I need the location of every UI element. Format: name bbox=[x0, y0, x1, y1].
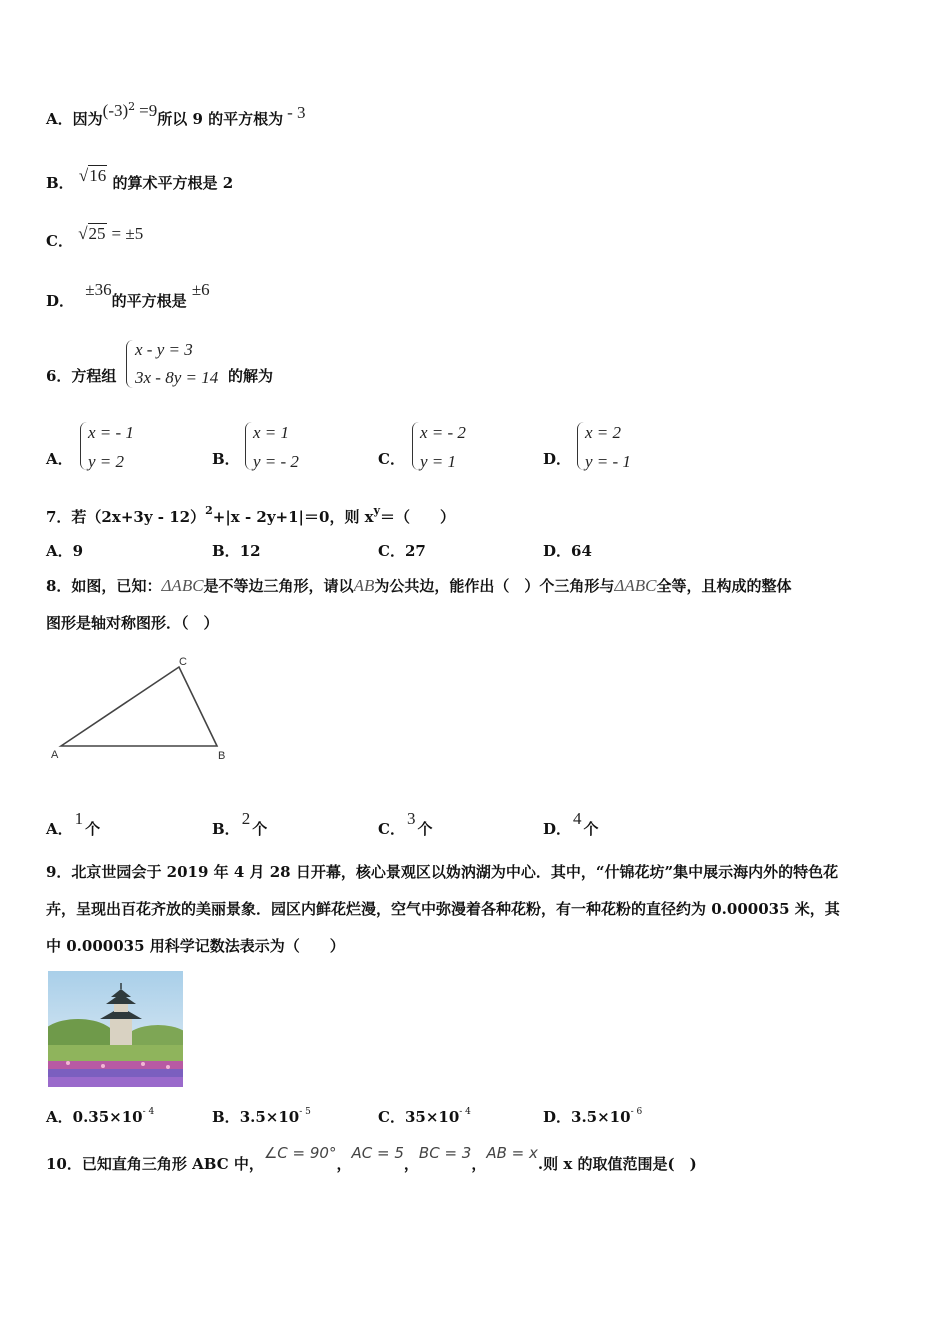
q7-stem: 7．若$(2x+3y - 12)^2+|x - 2y+1|=0$，则 $x^y=$（ ） bbox=[46, 504, 456, 526]
system-brace bbox=[80, 422, 87, 470]
system-brace bbox=[245, 422, 252, 470]
option-label: C． bbox=[378, 450, 405, 468]
q7-option-a: A．9 bbox=[46, 542, 84, 560]
q8-option-b: B．2个 bbox=[212, 809, 268, 838]
option-label: D． bbox=[46, 292, 75, 310]
q8-option-a: A．1个 bbox=[46, 809, 101, 838]
vertex-label-c: C bbox=[179, 656, 187, 668]
system-brace bbox=[577, 422, 584, 470]
q6-stem: 6．方程组 bbox=[46, 367, 117, 385]
vertex-label-a: A bbox=[51, 749, 59, 761]
q5-option-c: C． √25 = ±5 bbox=[46, 224, 144, 250]
q5-option-b: B． √16 的算术平方根是 2 bbox=[46, 166, 234, 192]
q7-option-b: B．12 bbox=[212, 542, 261, 560]
q5-option-a: A．因为$(-3)^2 =9$所以 9 的平方根为 - 3 bbox=[46, 100, 306, 128]
q7-option-c: C．27 bbox=[378, 542, 426, 560]
triangle-abc bbox=[61, 667, 217, 746]
math-expr: (-3) bbox=[102, 101, 129, 120]
equation-2: 3x - 8y = 14 bbox=[135, 368, 219, 387]
option-label: B． bbox=[212, 450, 240, 468]
system-brace bbox=[412, 422, 419, 470]
condition-angle: ∠C = 90° bbox=[263, 1144, 337, 1162]
q8-stem-line2: 图形是轴对称图形．（ ） bbox=[46, 614, 219, 632]
condition-ab: AB = x bbox=[486, 1144, 538, 1162]
option-label: A． bbox=[46, 110, 73, 128]
vertex-label-b: B bbox=[218, 750, 226, 762]
q8-option-c: C．3个 bbox=[378, 809, 433, 838]
option-label: C． bbox=[46, 232, 73, 250]
q6-stem-tail: 的解为 bbox=[228, 367, 274, 385]
q9-option-b: B．$3.5\times 10^{- 5}$ bbox=[212, 1107, 311, 1126]
q10-stem: 10．已知直角三角形 ABC 中，∠C = 90°，AC = 5，BC = 3，AB = x.则 x 的取值范围是( ) bbox=[46, 1144, 697, 1173]
sqrt-symbol: √ bbox=[78, 224, 88, 243]
q8-option-d: D．4个 bbox=[543, 809, 599, 838]
q7-option-d: D．64 bbox=[543, 542, 592, 560]
q9-option-c: C．$35\times 10^{- 4}$ bbox=[378, 1107, 471, 1126]
triangle-figure bbox=[44, 650, 244, 770]
q9-option-a: A．$0.35\times 10^{- 4}$ bbox=[46, 1107, 155, 1126]
condition-ac: AC = 5 bbox=[351, 1144, 404, 1162]
condition-bc: BC = 3 bbox=[418, 1144, 472, 1162]
system-brace bbox=[126, 340, 133, 388]
q9-stem: 9．北京世园会于 2019 年 4 月 28 日开幕，核心景观区以妫汭湖为中心．其中，“什锦花坊”集中展示海内外的特色花 卉，呈现出百花齐放的美丽景象．园区内鲜花烂漫，空气中弥漫着各种花粉，有一种花粉的直径约为 0.000035 米，其 中 0.000035 用科学记数法表示为（ ） bbox=[46, 863, 840, 955]
option-label: B． bbox=[46, 174, 74, 192]
expo-garden-photo bbox=[48, 971, 183, 1087]
q9-option-d: D．$3.5\times 10^{- 6}$ bbox=[543, 1107, 643, 1126]
q8-stem-line1: 8．如图，已知：ΔABC是不等边三角形，请以AB为公共边，能作出（ ）个三角形与ΔABC全等，且构成的整体 bbox=[46, 576, 792, 595]
sqrt-symbol: √ bbox=[78, 166, 89, 185]
q5-option-d: D． ±36的平方根是 ±6 bbox=[46, 280, 210, 310]
option-label: D． bbox=[543, 450, 572, 468]
option-label: A． bbox=[46, 450, 73, 468]
equation-1: x - y = 3 bbox=[135, 340, 193, 359]
